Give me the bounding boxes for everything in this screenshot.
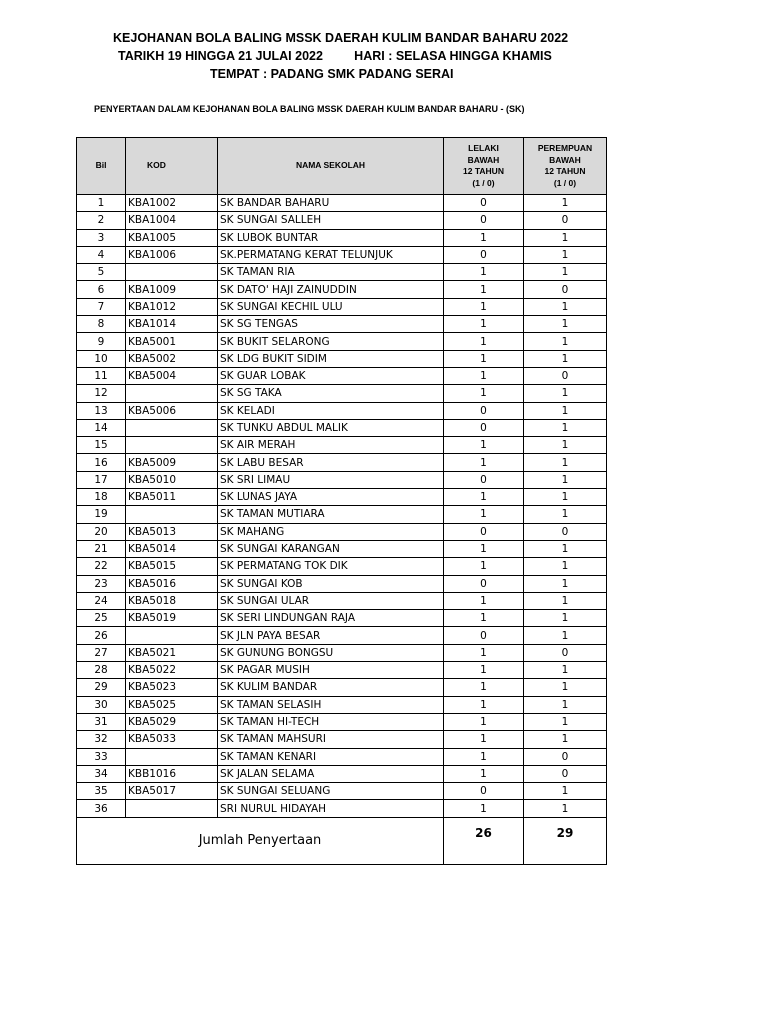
cell-kod	[126, 437, 218, 454]
col-header-perempuan	[524, 138, 607, 195]
cell-bil: 32	[77, 731, 126, 748]
cell-kod: KBA5029	[126, 713, 218, 730]
cell-perempuan: 1	[524, 437, 607, 454]
cell-kod: KBA5004	[126, 367, 218, 384]
cell-nama-sekolah: SK TUNKU ABDUL MALIK	[218, 419, 444, 436]
cell-lelaki: 0	[444, 246, 524, 263]
cell-perempuan: 1	[524, 489, 607, 506]
cell-nama-sekolah: SK SG TENGAS	[218, 316, 444, 333]
report-date-line: TARIKH 19 HINGGA 21 JULAI 2022 HARI : SELASA HINGGA KHAMIS	[118, 49, 552, 63]
table-row	[77, 281, 607, 298]
cell-nama-sekolah: SK SUNGAI KECHIL ULU	[218, 298, 444, 315]
cell-lelaki: 1	[444, 731, 524, 748]
cell-kod: KBA5010	[126, 471, 218, 488]
cell-perempuan: 1	[524, 610, 607, 627]
cell-bil: 15	[77, 437, 126, 454]
cell-lelaki: 1	[444, 644, 524, 661]
cell-kod	[126, 419, 218, 436]
cell-bil: 18	[77, 489, 126, 506]
cell-bil: 33	[77, 748, 126, 765]
cell-perempuan: 1	[524, 471, 607, 488]
table-row	[77, 713, 607, 730]
table-row	[77, 437, 607, 454]
cell-nama-sekolah: SK GUNUNG BONGSU	[218, 644, 444, 661]
cell-nama-sekolah: SK JLN PAYA BESAR	[218, 627, 444, 644]
cell-kod: KBA1014	[126, 316, 218, 333]
cell-perempuan: 1	[524, 592, 607, 609]
cell-perempuan: 0	[524, 523, 607, 540]
cell-kod: KBA5002	[126, 350, 218, 367]
cell-kod: KBA1012	[126, 298, 218, 315]
col-header-perempuan-line: (1 / 0)	[553, 177, 577, 188]
cell-perempuan: 1	[524, 713, 607, 730]
cell-lelaki: 1	[444, 765, 524, 782]
col-header-bil: Bil	[77, 138, 126, 195]
report-venue-line: TEMPAT : PADANG SMK PADANG SERAI	[210, 67, 454, 81]
cell-nama-sekolah: SK SERI LINDUNGAN RAJA	[218, 610, 444, 627]
table-row	[77, 748, 607, 765]
cell-nama-sekolah: SK SUNGAI SELUANG	[218, 783, 444, 800]
cell-bil: 28	[77, 662, 126, 679]
cell-bil: 24	[77, 592, 126, 609]
cell-perempuan: 1	[524, 679, 607, 696]
cell-perempuan: 1	[524, 246, 607, 263]
cell-perempuan: 1	[524, 783, 607, 800]
cell-lelaki: 0	[444, 575, 524, 592]
cell-bil: 26	[77, 627, 126, 644]
cell-kod: KBA1006	[126, 246, 218, 263]
cell-nama-sekolah: SK TAMAN SELASIH	[218, 696, 444, 713]
cell-bil: 17	[77, 471, 126, 488]
table-row	[77, 195, 607, 212]
cell-perempuan: 1	[524, 731, 607, 748]
cell-lelaki: 1	[444, 748, 524, 765]
cell-lelaki: 1	[444, 679, 524, 696]
cell-bil: 14	[77, 419, 126, 436]
cell-kod: KBA5019	[126, 610, 218, 627]
cell-nama-sekolah: SK BANDAR BAHARU	[218, 195, 444, 212]
col-header-nama-sekolah: NAMA SEKOLAH	[218, 138, 444, 195]
cell-bil: 8	[77, 316, 126, 333]
cell-lelaki: 0	[444, 783, 524, 800]
cell-lelaki: 0	[444, 523, 524, 540]
table-row	[77, 627, 607, 644]
cell-lelaki: 0	[444, 627, 524, 644]
cell-perempuan: 0	[524, 367, 607, 384]
cell-lelaki: 0	[444, 419, 524, 436]
cell-lelaki: 1	[444, 367, 524, 384]
cell-lelaki: 1	[444, 333, 524, 350]
cell-nama-sekolah: SK TAMAN MAHSURI	[218, 731, 444, 748]
cell-bil: 30	[77, 696, 126, 713]
col-header-lelaki-line: 12 TAHUN	[463, 166, 504, 176]
cell-bil: 29	[77, 679, 126, 696]
table-row	[77, 350, 607, 367]
cell-bil: 7	[77, 298, 126, 315]
table-row	[77, 765, 607, 782]
cell-nama-sekolah: SK MAHANG	[218, 523, 444, 540]
cell-nama-sekolah: SK PERMATANG TOK DIK	[218, 558, 444, 575]
cell-lelaki: 1	[444, 506, 524, 523]
cell-perempuan: 1	[524, 558, 607, 575]
cell-kod: KBA1005	[126, 229, 218, 246]
cell-perempuan: 1	[524, 627, 607, 644]
table-row	[77, 316, 607, 333]
cell-kod: KBA5009	[126, 454, 218, 471]
table-row	[77, 506, 607, 523]
cell-lelaki: 1	[444, 229, 524, 246]
cell-nama-sekolah: SK LDG BUKIT SIDIM	[218, 350, 444, 367]
cell-nama-sekolah: SK.PERMATANG KERAT TELUNJUK	[218, 246, 444, 263]
cell-lelaki: 1	[444, 713, 524, 730]
cell-nama-sekolah: SK KULIM BANDAR	[218, 679, 444, 696]
cell-kod: KBA5017	[126, 783, 218, 800]
cell-bil: 6	[77, 281, 126, 298]
table-row	[77, 229, 607, 246]
cell-bil: 1	[77, 195, 126, 212]
cell-nama-sekolah: SK SUNGAI SALLEH	[218, 212, 444, 229]
table-row	[77, 800, 607, 817]
cell-nama-sekolah: SK SUNGAI KOB	[218, 575, 444, 592]
table-row	[77, 333, 607, 350]
table-row	[77, 471, 607, 488]
total-row	[77, 817, 607, 864]
cell-perempuan: 1	[524, 316, 607, 333]
cell-lelaki: 1	[444, 281, 524, 298]
cell-nama-sekolah: SK BUKIT SELARONG	[218, 333, 444, 350]
cell-nama-sekolah: SK PAGAR MUSIH	[218, 662, 444, 679]
table-row	[77, 592, 607, 609]
cell-nama-sekolah: SK SG TAKA	[218, 385, 444, 402]
col-header-lelaki-line: (1 / 0)	[472, 177, 495, 188]
table-row	[77, 540, 607, 557]
cell-lelaki: 1	[444, 454, 524, 471]
table-row	[77, 558, 607, 575]
table-row	[77, 385, 607, 402]
cell-nama-sekolah: SK KELADI	[218, 402, 444, 419]
cell-bil: 12	[77, 385, 126, 402]
col-header-lelaki-line: BAWAH	[467, 154, 500, 165]
cell-bil: 9	[77, 333, 126, 350]
cell-kod: KBA5015	[126, 558, 218, 575]
table-row	[77, 731, 607, 748]
cell-perempuan: 0	[524, 765, 607, 782]
cell-perempuan: 1	[524, 195, 607, 212]
cell-kod: KBA5013	[126, 523, 218, 540]
col-header-kod: KOD	[126, 138, 218, 195]
cell-kod: KBA5016	[126, 575, 218, 592]
cell-bil: 36	[77, 800, 126, 817]
cell-nama-sekolah: SK SRI LIMAU	[218, 471, 444, 488]
cell-lelaki: 1	[444, 592, 524, 609]
table-row	[77, 419, 607, 436]
cell-lelaki: 1	[444, 662, 524, 679]
cell-perempuan: 1	[524, 506, 607, 523]
cell-perempuan: 1	[524, 575, 607, 592]
cell-perempuan: 1	[524, 540, 607, 557]
cell-nama-sekolah: SK LABU BESAR	[218, 454, 444, 471]
cell-kod: KBA5023	[126, 679, 218, 696]
cell-bil: 31	[77, 713, 126, 730]
cell-perempuan: 1	[524, 800, 607, 817]
cell-bil: 35	[77, 783, 126, 800]
cell-nama-sekolah: SK SUNGAI KARANGAN	[218, 540, 444, 557]
cell-perempuan: 1	[524, 402, 607, 419]
cell-kod: KBA5018	[126, 592, 218, 609]
total-perempuan: 29	[524, 817, 607, 864]
table-row	[77, 696, 607, 713]
table-row	[77, 264, 607, 281]
total-label: Jumlah Penyertaan	[77, 817, 444, 864]
report-title: KEJOHANAN BOLA BALING MSSK DAERAH KULIM BANDAR BAHARU 2022	[113, 31, 569, 45]
cell-kod: KBA5025	[126, 696, 218, 713]
cell-kod	[126, 385, 218, 402]
cell-bil: 34	[77, 765, 126, 782]
cell-perempuan: 0	[524, 644, 607, 661]
table-row	[77, 610, 607, 627]
cell-perempuan: 1	[524, 419, 607, 436]
cell-nama-sekolah: SK TAMAN HI-TECH	[218, 713, 444, 730]
cell-lelaki: 1	[444, 800, 524, 817]
cell-kod: KBA5001	[126, 333, 218, 350]
cell-bil: 20	[77, 523, 126, 540]
cell-bil: 3	[77, 229, 126, 246]
table-row	[77, 367, 607, 384]
cell-perempuan: 0	[524, 748, 607, 765]
cell-perempuan: 1	[524, 385, 607, 402]
table-row	[77, 298, 607, 315]
cell-kod	[126, 264, 218, 281]
table-row	[77, 644, 607, 661]
cell-bil: 11	[77, 367, 126, 384]
col-header-perempuan-line: BAWAH	[549, 154, 581, 165]
cell-kod: KBB1016	[126, 765, 218, 782]
cell-kod: KBA5022	[126, 662, 218, 679]
cell-kod: KBA5033	[126, 731, 218, 748]
cell-bil: 4	[77, 246, 126, 263]
cell-perempuan: 1	[524, 264, 607, 281]
table-row	[77, 246, 607, 263]
cell-lelaki: 1	[444, 385, 524, 402]
cell-kod: KBA1002	[126, 195, 218, 212]
cell-perempuan: 1	[524, 696, 607, 713]
col-header-perempuan-line: 12 TAHUN	[544, 166, 586, 176]
cell-perempuan: 0	[524, 212, 607, 229]
cell-bil: 19	[77, 506, 126, 523]
cell-perempuan: 1	[524, 454, 607, 471]
cell-lelaki: 1	[444, 316, 524, 333]
table-header-row	[77, 138, 607, 195]
cell-bil: 27	[77, 644, 126, 661]
cell-perempuan: 1	[524, 662, 607, 679]
cell-bil: 16	[77, 454, 126, 471]
cell-nama-sekolah: SK TAMAN MUTIARA	[218, 506, 444, 523]
cell-bil: 13	[77, 402, 126, 419]
cell-bil: 2	[77, 212, 126, 229]
cell-kod	[126, 506, 218, 523]
cell-lelaki: 1	[444, 489, 524, 506]
table-row	[77, 575, 607, 592]
report-subtitle: PENYERTAAN DALAM KEJOHANAN BOLA BALING MSSK DAERAH KULIM BANDAR BAHARU - (SK)	[94, 104, 525, 114]
table-row	[77, 662, 607, 679]
cell-lelaki: 1	[444, 437, 524, 454]
cell-nama-sekolah: SK TAMAN KENARI	[218, 748, 444, 765]
cell-nama-sekolah: SK TAMAN RIA	[218, 264, 444, 281]
cell-perempuan: 1	[524, 350, 607, 367]
cell-lelaki: 0	[444, 195, 524, 212]
cell-kod: KBA5021	[126, 644, 218, 661]
cell-nama-sekolah: SK SUNGAI ULAR	[218, 592, 444, 609]
cell-perempuan: 1	[524, 333, 607, 350]
cell-nama-sekolah: SK JALAN SELAMA	[218, 765, 444, 782]
cell-bil: 25	[77, 610, 126, 627]
table-row	[77, 523, 607, 540]
cell-nama-sekolah: SK GUAR LOBAK	[218, 367, 444, 384]
cell-nama-sekolah: SK DATO' HAJI ZAINUDDIN	[218, 281, 444, 298]
cell-kod	[126, 748, 218, 765]
cell-lelaki: 1	[444, 298, 524, 315]
cell-kod	[126, 627, 218, 644]
cell-lelaki: 1	[444, 540, 524, 557]
cell-bil: 23	[77, 575, 126, 592]
table-body	[77, 195, 607, 818]
col-header-lelaki-line: LELAKI	[468, 143, 499, 153]
cell-perempuan: 1	[524, 229, 607, 246]
cell-nama-sekolah: SRI NURUL HIDAYAH	[218, 800, 444, 817]
cell-bil: 22	[77, 558, 126, 575]
table-row	[77, 489, 607, 506]
cell-bil: 5	[77, 264, 126, 281]
cell-kod	[126, 800, 218, 817]
participation-table	[76, 137, 607, 865]
cell-lelaki: 0	[444, 471, 524, 488]
table-row	[77, 679, 607, 696]
cell-kod: KBA5011	[126, 489, 218, 506]
cell-lelaki: 0	[444, 402, 524, 419]
table-row	[77, 783, 607, 800]
cell-lelaki: 0	[444, 212, 524, 229]
cell-bil: 21	[77, 540, 126, 557]
cell-kod: KBA1009	[126, 281, 218, 298]
cell-kod: KBA1004	[126, 212, 218, 229]
cell-kod: KBA5014	[126, 540, 218, 557]
table-row	[77, 454, 607, 471]
cell-perempuan: 0	[524, 281, 607, 298]
col-header-perempuan-line: PEREMPUAN	[537, 143, 593, 153]
cell-lelaki: 1	[444, 696, 524, 713]
table-row	[77, 402, 607, 419]
cell-nama-sekolah: SK LUNAS JAYA	[218, 489, 444, 506]
cell-kod: KBA5006	[126, 402, 218, 419]
cell-lelaki: 1	[444, 350, 524, 367]
cell-lelaki: 1	[444, 610, 524, 627]
cell-lelaki: 1	[444, 558, 524, 575]
table-row	[77, 212, 607, 229]
col-header-lelaki	[444, 138, 524, 195]
cell-perempuan: 1	[524, 298, 607, 315]
cell-bil: 10	[77, 350, 126, 367]
cell-nama-sekolah: SK AIR MERAH	[218, 437, 444, 454]
total-lelaki: 26	[444, 817, 524, 864]
cell-lelaki: 1	[444, 264, 524, 281]
cell-nama-sekolah: SK LUBOK BUNTAR	[218, 229, 444, 246]
